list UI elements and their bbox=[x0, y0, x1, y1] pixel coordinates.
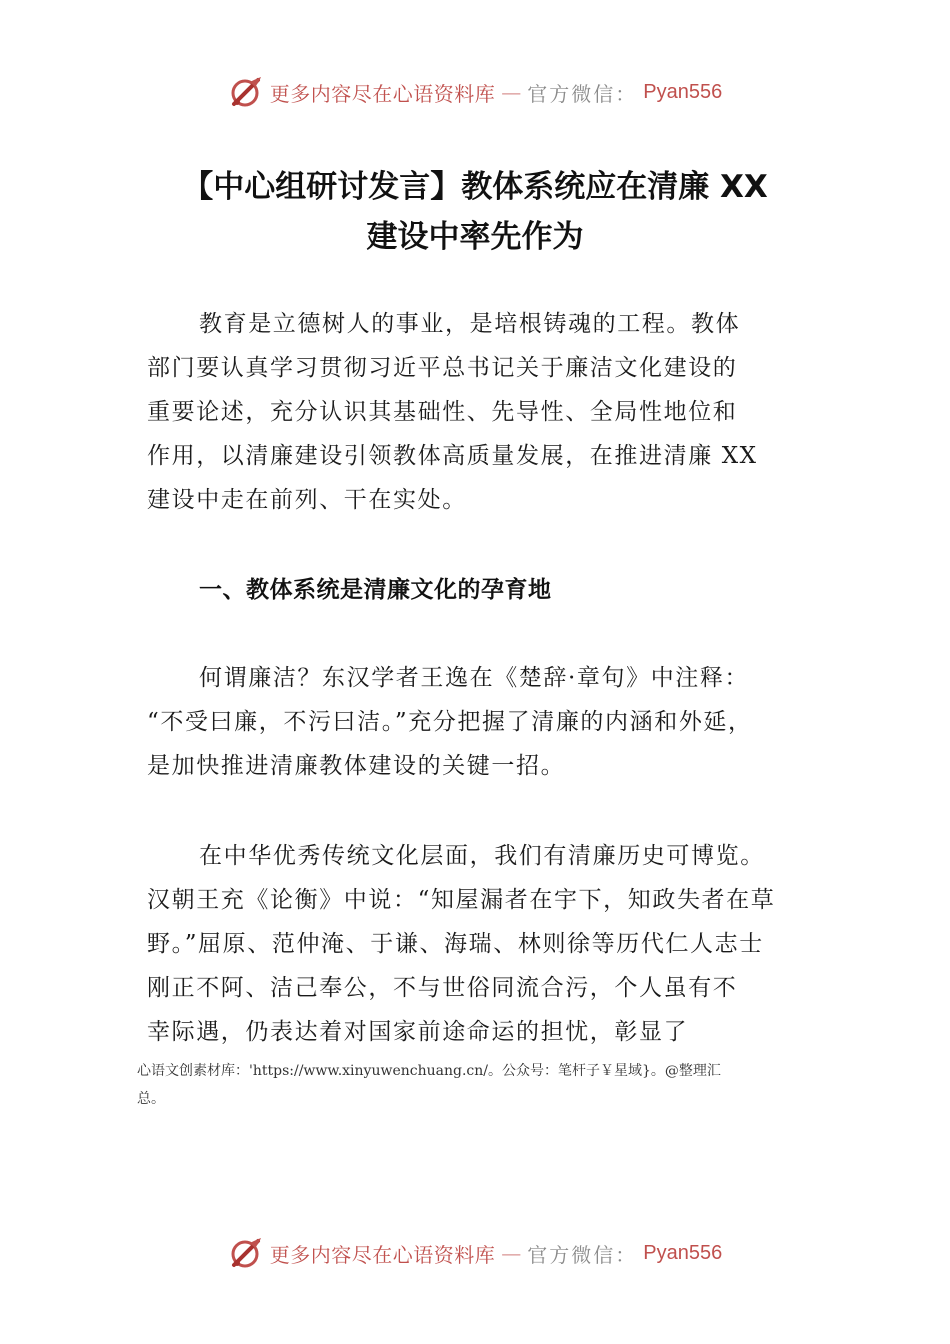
title-line-1: 【中心组研讨发言】教体系统应在清廉 XX bbox=[182, 169, 768, 205]
watermark-brand: 官方微信： bbox=[527, 81, 638, 106]
paragraph-line: 在中华优秀传统文化层面，我们有清廉历史可博览。 bbox=[199, 843, 765, 869]
paragraph-tradition bbox=[147, 834, 812, 1054]
header-watermark bbox=[0, 70, 950, 114]
footnote-line-1: 心语文创素材库：'https://www.xinyuwenchuang.cn/。公众号：笔杆子￥星域}。@整理汇 bbox=[137, 1063, 721, 1079]
document-title bbox=[120, 162, 830, 262]
paragraph-intro bbox=[147, 302, 812, 522]
source-footnote bbox=[137, 1057, 837, 1113]
paragraph-definition bbox=[147, 656, 812, 788]
paragraph-line: 部门要认真学习贯彻习近平总书记关于廉洁文化建设的 bbox=[147, 355, 738, 381]
watermark-id: Pyan556 bbox=[643, 80, 723, 103]
paragraph-line: 作用，以清廉建设引领教体高质量发展，在推进清廉 XX bbox=[147, 443, 758, 469]
watermark-separator: — bbox=[501, 80, 522, 104]
watermark-id: Pyan556 bbox=[643, 1241, 723, 1264]
paragraph-line: 野。”屈原、范仲淹、于谦、海瑞、林则徐等历代仁人志士 bbox=[147, 931, 764, 957]
paragraph-line: 幸际遇，仍表达着对国家前途命运的担忧，彰显了 bbox=[147, 1019, 689, 1045]
watermark-brand: 官方微信： bbox=[527, 1242, 638, 1267]
section-heading: 一、教体系统是清廉文化的孕育地 bbox=[199, 577, 552, 603]
title-line-2: 建设中率先作为 bbox=[366, 219, 584, 255]
paragraph-line: 是加快推进清廉教体建设的关键一招。 bbox=[147, 753, 566, 779]
brush-logo-icon bbox=[228, 1235, 264, 1271]
paragraph-line: “不受曰廉，不污曰洁。”充分把握了清廉的内涵和外延， bbox=[147, 709, 753, 735]
paragraph-line: 建设中走在前列、干在实处。 bbox=[147, 487, 467, 513]
paragraph-line: 刚正不阿、洁己奉公，不与世俗同流合污，个人虽有不 bbox=[147, 975, 738, 1001]
watermark-separator: — bbox=[501, 1241, 522, 1265]
paragraph-line: 汉朝王充《论衡》中说：“知屋漏者在宇下，知政失者在草 bbox=[147, 887, 776, 913]
footnote-line-2: 总。 bbox=[137, 1091, 165, 1107]
paragraph-line: 教育是立德树人的事业，是培根铸魂的工程。教体 bbox=[199, 311, 741, 337]
footer-watermark bbox=[0, 1231, 950, 1275]
paragraph-line: 重要论述，充分认识其基础性、先导性、全局性地位和 bbox=[147, 399, 738, 425]
paragraph-line: 何谓廉洁？东汉学者王逸在《楚辞·章句》中注释： bbox=[199, 665, 750, 691]
brush-logo-icon bbox=[228, 74, 264, 110]
watermark-text: 更多内容尽在心语资料库 bbox=[269, 1242, 496, 1267]
watermark-text: 更多内容尽在心语资料库 bbox=[269, 81, 496, 106]
